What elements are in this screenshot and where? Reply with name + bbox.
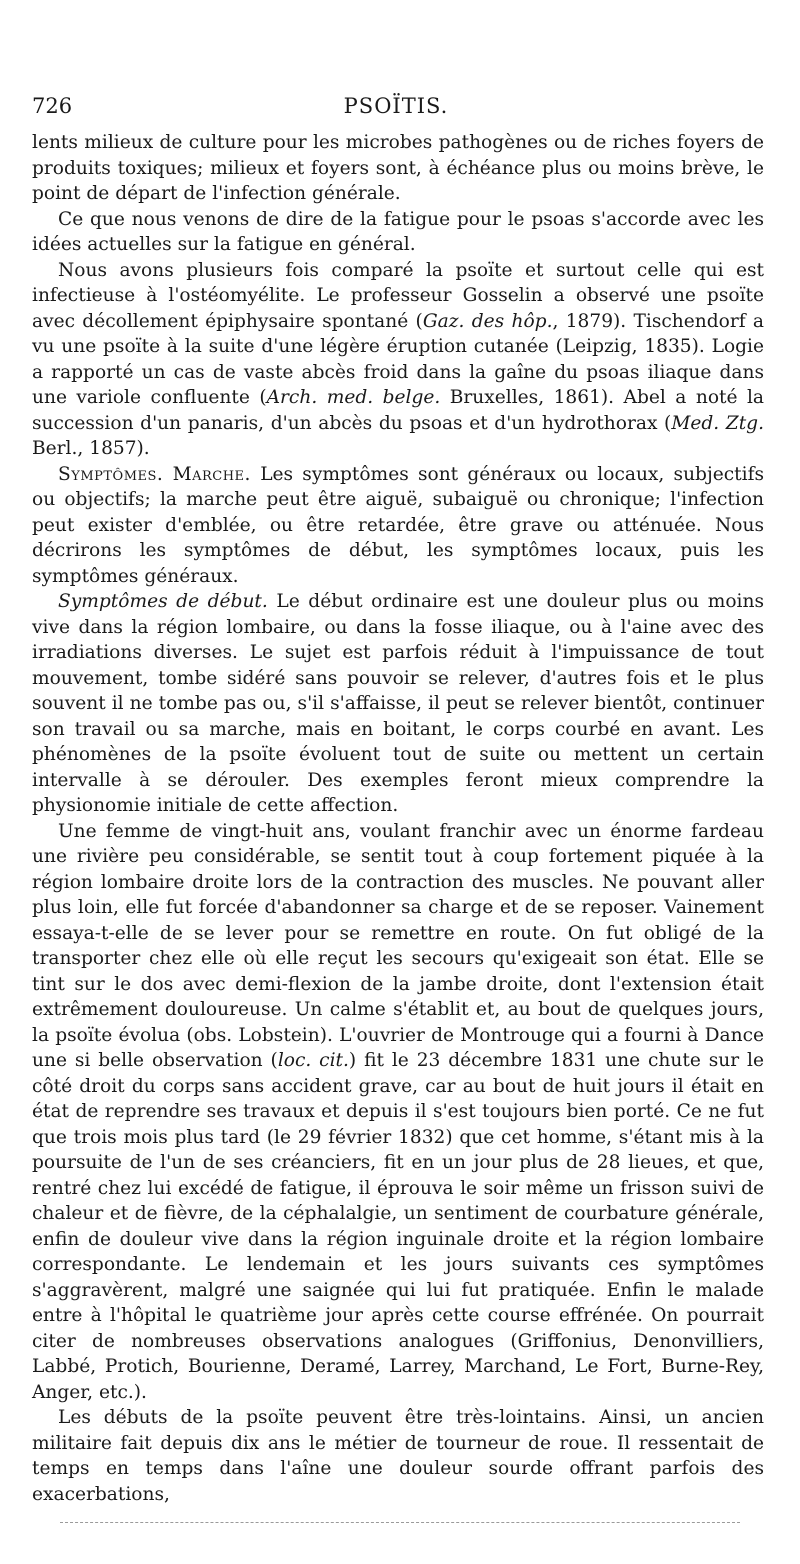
paragraph-3-text-c: Bruxelles, 1861). Abel a noté la succession d'un panaris, d'un abcès du psoas et d'un hydrothorax ( bbox=[32, 387, 764, 434]
paragraph-4-text: Les symptômes sont généraux ou locaux, subjectifs ou objectifs; la marche peut être aiguë, subaiguë ou chronique; l'infection peut exister d'emblée, ou être retardée, être grave ou atténuée. Nous décrirons les symptômes de début, les symptômes locaux, puis les symptômes généraux. bbox=[32, 463, 764, 587]
citation-med-ztg: Med. Ztg. bbox=[671, 412, 764, 434]
page-number: 726 bbox=[32, 94, 73, 118]
running-title: PSOÏTIS. bbox=[343, 94, 449, 118]
paragraph-3-text-a: Nous avons plusieurs fois comparé la psoïte et surtout celle qui est infectieuse à l'ostéomyélite. Le professeur Gosselin a observé une psoïte avec décollement épiphysaire spontané ( bbox=[32, 259, 764, 332]
body-text bbox=[32, 130, 764, 1507]
paragraph-7: Les débuts de la psoïte peuvent être très-lointains. Ainsi, un ancien militaire fait depuis dix ans le métier de tourneur de roue. Il ressentait de temps en temps dans l'aîne une douleur sourde offrant parfois des exacerbations, bbox=[32, 1407, 764, 1505]
subheading-symptomes-de-debut: Symptômes de début. bbox=[58, 591, 268, 612]
paragraph-3-text-d: Berl., 1857). bbox=[32, 438, 150, 459]
section-heading-symptomes: Symptômes. bbox=[58, 463, 164, 485]
paragraph-6-text-a: Une femme de vingt-huit ans, voulant franchir avec un énorme fardeau une rivière peu considérable, se sentit tout à coup fortement piquée à la région lombaire droite lors de la contraction des muscles. Ne pouvant aller plus loin, elle fut forcée d'abandonner sa charge et de se reposer. Vainement essaya-t-elle de se lever pour se remettre en route. On fut obligé de la transporter chez elle où elle reçut les secours qu'exigeait son état. Elle se tint sur le dos avec demi-flexion de la jambe droite, dont l'extension était extrêmement douloureuse. Un calme s'établit et, au bout de quelques jours, la psoïte évolua (obs. Lobstein). L'ouvrier de Montrouge qui a fourni à Dance une si belle observation ( bbox=[32, 820, 764, 1071]
paragraph-5 bbox=[32, 589, 764, 819]
citation-loc-cit: loc. cit. bbox=[277, 1050, 349, 1071]
paragraph-5-text: Le début ordinaire est une douleur plus ou moins vive dans la région lombaire, ou dans la fosse iliaque, ou à l'aine avec des irradiations diverses. Le sujet est parfois réduit à l'impuissance de tout mouvement, tombe sidéré sans pouvoir se relever, d'autres fois et le plus souvent il ne tombe pas ou, s'il s'affaisse, il peut se relever bientôt, continuer son travail ou sa marche, mais en boitant, le corps courbé en avant. Les phénomènes de la psoïte évoluent tout de suite ou mettent un certain intervalle à se dérouler. Des exemples feront mieux comprendre la physionomie initiale de cette affection. bbox=[32, 591, 764, 816]
citation-arch-med-belge: Arch. med. belge. bbox=[266, 387, 441, 408]
paragraph-4 bbox=[32, 462, 764, 590]
paragraph-1: lents milieux de culture pour les microbes pathogènes ou de riches foyers de produits toxiques; milieux et foyers sont, à échéance plus ou moins brève, le point de départ de l'infection générale. bbox=[32, 132, 764, 204]
paragraph-6-text-b: ) fit le 23 décembre 1831 une chute sur le côté droit du corps sans accident grave, car au bout de huit jours il était en état de reprendre ses travaux et depuis il s'est toujours bien porté. Ce ne fut que trois mois plus tard (le 29 février 1832) que cet homme, s'étant mis à la poursuite de l'un de ses créanciers, fit en un jour plus de 28 lieues, et que, rentré chez lui excédé de fatigue, il éprouva le soir même un frisson suivi de chaleur et de fièvre, de la céphalalgie, un sentiment de courbature générale, enfin de douleur vive dans la région inguinale droite et la région lombaire correspondante. Le lendemain et les jours suivants ces symptômes s'aggravèrent, malgré une saignée qui lui fut pratiquée. Enfin le malade entre à l'hôpital le quatrième jour après cette course effrénée. On pourrait citer de nombreuses observations analogues (Griffonius, Denonvilliers, Labbé, Protich, Bourienne, Deramé, Larrey, Marchand, Le Fort, Burne-Rey, Anger, etc.). bbox=[32, 1050, 764, 1403]
paragraph-3 bbox=[32, 258, 764, 462]
page-header bbox=[32, 94, 760, 122]
footer-rule bbox=[60, 1522, 740, 1523]
paragraph-6 bbox=[32, 819, 764, 1406]
citation-gaz-des-hop: Gaz. des hôp. bbox=[422, 310, 553, 332]
paragraph-2: Ce que nous venons de dire de la fatigue pour le psoas s'accorde avec les idées actuelles sur la fatigue en général. bbox=[32, 208, 764, 255]
paragraph-3-text-b: , 1879). Tischendorf a vu une psoïte à la suite d'une légère éruption cutanée (Leipzig, 1835). Logie a rapporté un cas de vaste abcès froid dans la gaîne du psoas iliaque dans une variole confluente ( bbox=[32, 310, 765, 408]
section-heading-marche: Marche. bbox=[172, 463, 251, 485]
